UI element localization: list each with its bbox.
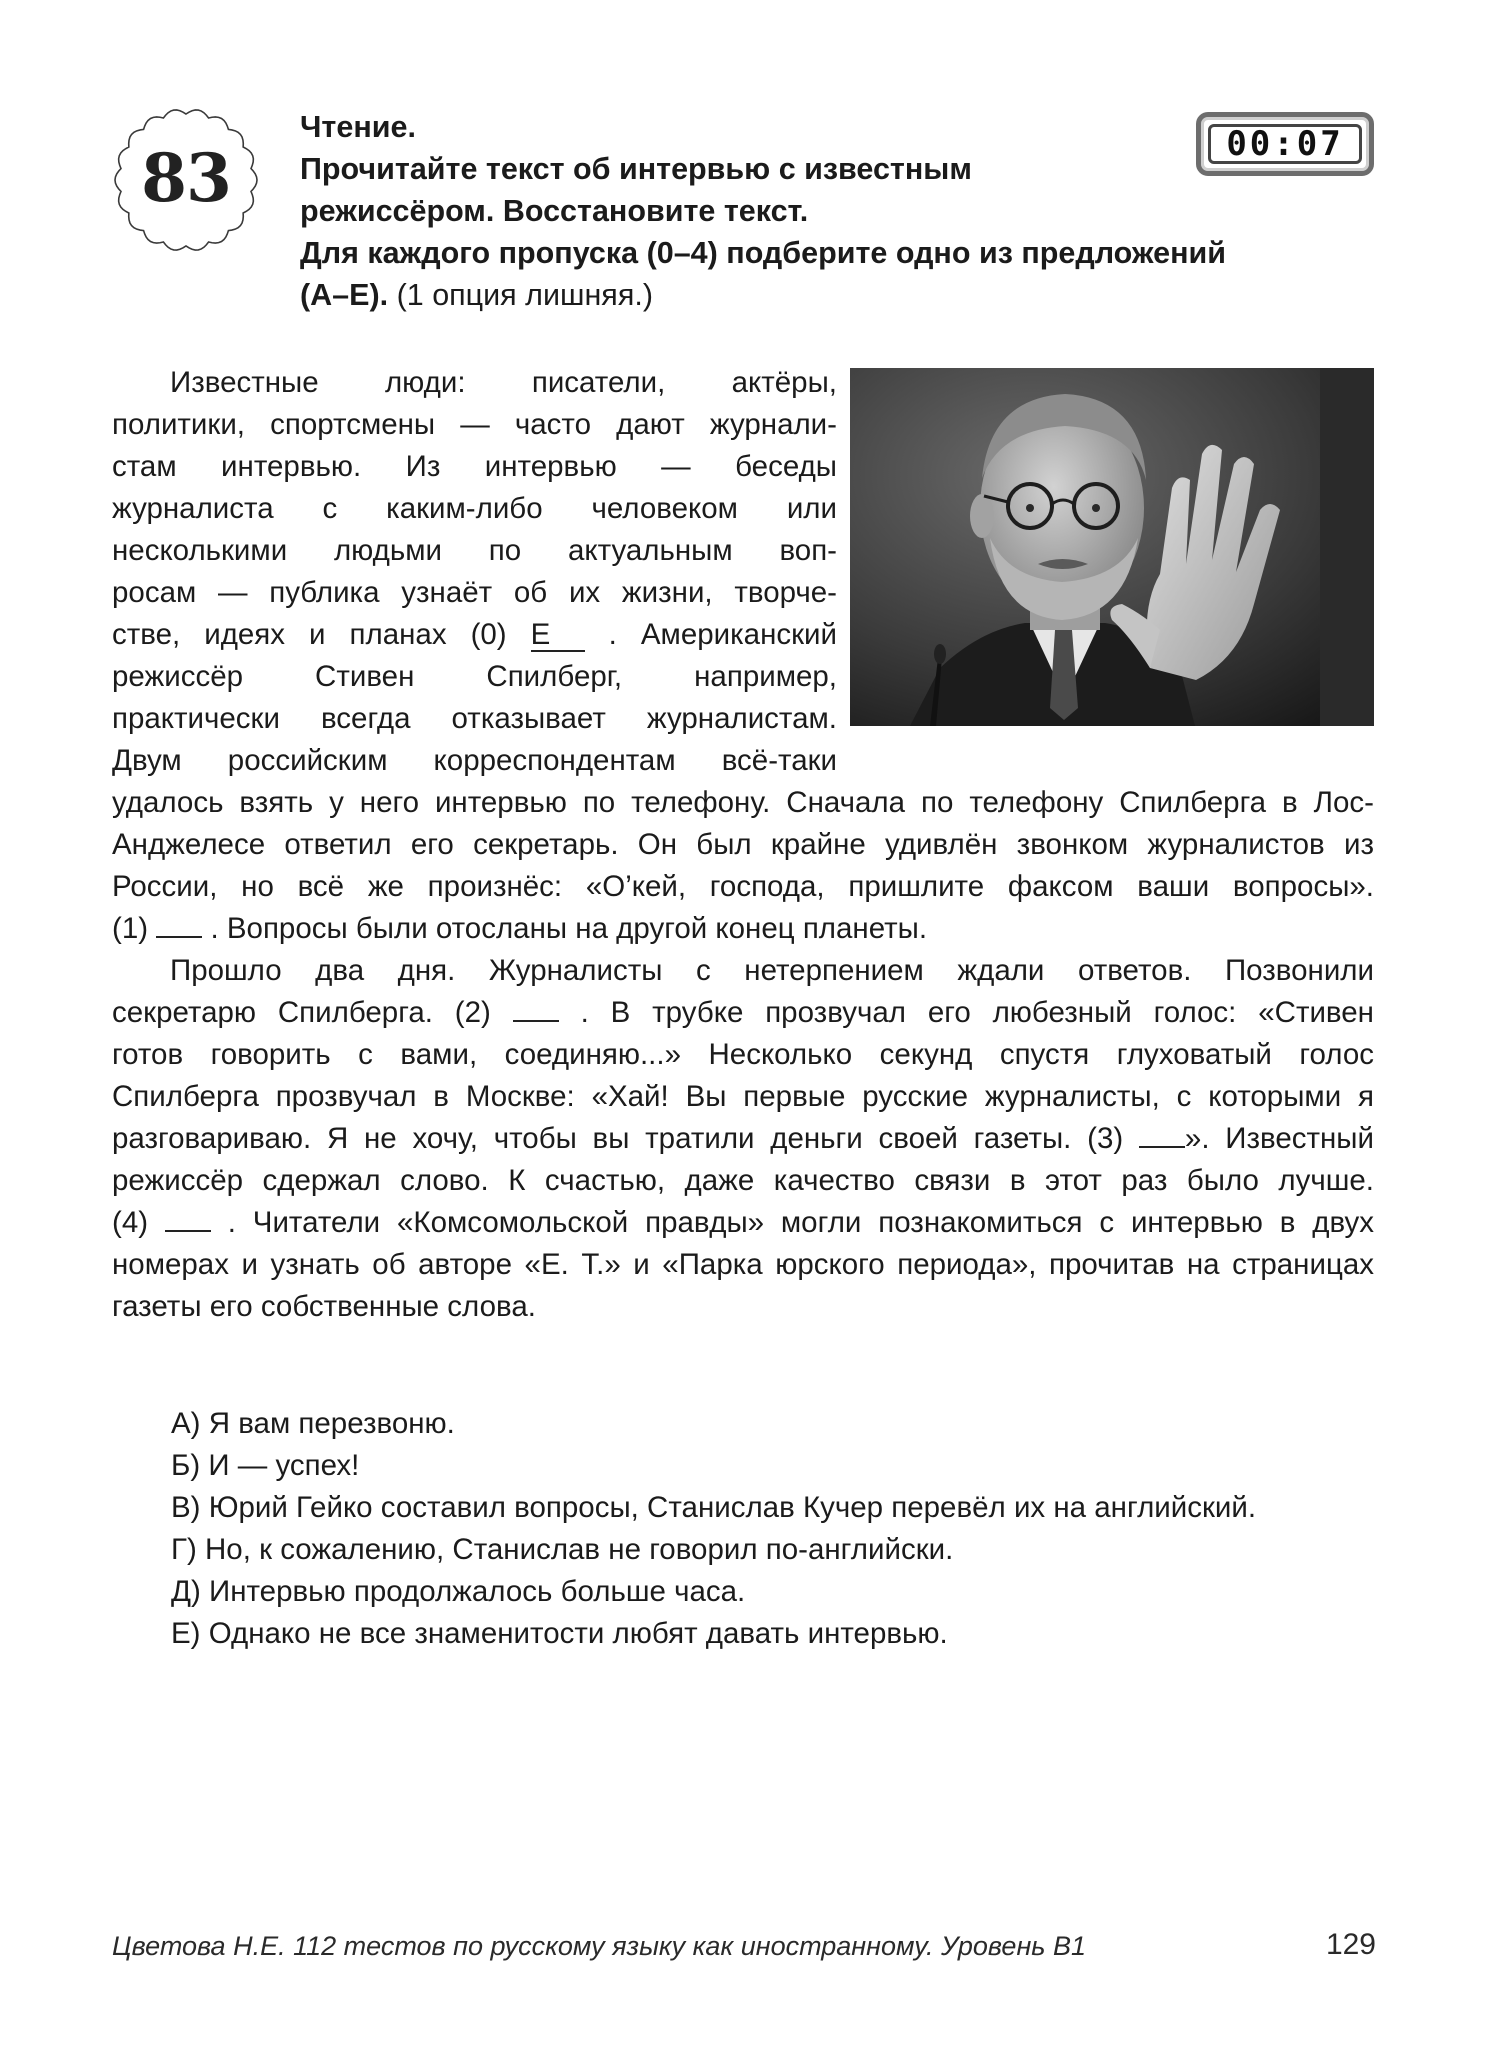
text-line: практически всегда отказывает журналистам.	[112, 702, 837, 735]
text-line: газеты его собственные слова.	[112, 1290, 536, 1323]
instruction-line: Для каждого пропуска (0–4) подберите одно из предложений	[300, 236, 1227, 270]
answer-options	[171, 1403, 1256, 1655]
text-fragment: . Читатели «Комсомольской правды» могли познакомиться с интервью в двух	[227, 1206, 1374, 1239]
text-line: России, но всё же произнёс: «О’кей, господа, пришлите факсом ваши вопросы».	[112, 870, 1374, 903]
text-line: Известные люди: писатели, актёры,	[170, 366, 837, 399]
option-g: Г) Но, к сожалению, Станислав не говорил по-английски.	[171, 1533, 954, 1566]
text-line: Анджелесе ответил его секретарь. Он был крайне удивлён звонком журналистов из	[112, 828, 1374, 861]
instruction-note: (1 опция лишняя.)	[388, 278, 653, 312]
timer-value: 00:07	[1208, 124, 1362, 164]
text-line: Двум российским корреспондентам всё-таки	[112, 744, 837, 777]
text-line: Прошло два дня. Журналисты с нетерпением ждали ответов. Позвонили	[170, 954, 1374, 987]
task-instructions	[300, 106, 1360, 316]
text-line	[112, 1202, 1374, 1244]
task-title: Чтение.	[300, 110, 416, 144]
footer-reference: Цветова Н.Е. 112 тестов по русскому языку как иностранному. Уровень В1	[112, 1931, 1087, 1961]
text-line	[112, 1118, 1374, 1160]
option-a: А) Я вам перезвоню.	[171, 1407, 455, 1440]
text-fragment: (1)	[112, 912, 149, 945]
text-fragment: стве, идеях и планах (0)	[112, 618, 507, 651]
text-fragment: . Американский	[608, 618, 837, 651]
text-line: удалось взять у него интервью по телефону. Сначала по телефону Спилберга в Лос-	[112, 786, 1374, 819]
instruction-line: режиссёром. Восстановите текст.	[300, 194, 809, 228]
director-photo-illustration	[850, 368, 1374, 726]
text-fragment: секретарю Спилберга. (2)	[112, 996, 491, 1029]
text-fragment: . Вопросы были отосланы на другой конец планеты.	[210, 912, 928, 945]
instruction-line-last	[300, 274, 1360, 316]
option-v: В) Юрий Гейко составил вопросы, Станислав Кучер перевёл их на английский.	[171, 1491, 1257, 1524]
gap-2-blank	[513, 1020, 559, 1022]
gap-1-blank	[156, 936, 202, 938]
text-line: режиссёр сдержал слово. К счастью, даже качество связи в этот раз было лучше.	[112, 1164, 1374, 1197]
task-number: 83	[141, 139, 231, 217]
option-d: Д) Интервью продолжалось больше часа.	[171, 1575, 746, 1608]
text-fragment: ». Известный	[1184, 1122, 1374, 1155]
text-line: номерах и узнать об авторе «Е. Т.» и «Парка юрского периода», прочитав на страницах	[112, 1248, 1374, 1281]
text-fragment: . В трубке прозвучал его любезный голос: «Стивен	[580, 996, 1374, 1029]
text-line: журналиста с каким-либо человеком или	[112, 492, 837, 525]
director-photo	[850, 368, 1374, 726]
page-number: 129	[1325, 1928, 1376, 1961]
gap-0-answer: Е	[531, 620, 585, 652]
instruction-bold-end: (А–Е).	[300, 278, 389, 312]
text-line	[112, 614, 837, 656]
text-line: несколькими людьми по актуальным воп-	[112, 534, 837, 567]
text-line: Спилберга прозвучал в Москве: «Хай! Вы первые русские журналисты, с которыми я	[112, 1080, 1374, 1113]
text-line	[112, 908, 1374, 950]
option-b: Б) И — успех!	[171, 1449, 360, 1482]
text-line: стам интервью. Из интервью — беседы	[112, 450, 837, 483]
text-fragment: (4)	[112, 1206, 149, 1239]
text-line: режиссёр Стивен Спилберг, например,	[112, 660, 837, 693]
gap-4-blank	[165, 1230, 211, 1232]
text-fragment: разговариваю. Я не хочу, чтобы вы тратили деньги своей газеты. (3)	[112, 1122, 1124, 1155]
text-line: готов говорить с вами, соединяю...» Несколько секунд спустя глуховатый голос	[112, 1038, 1374, 1071]
gap-3-blank	[1139, 1146, 1185, 1148]
instruction-line: Прочитайте текст об интервью с известным	[300, 152, 972, 186]
task-number-badge	[112, 106, 260, 254]
option-e: Е) Однако не все знаменитости любят давать интервью.	[171, 1617, 948, 1650]
text-line: росам — публика узнаёт об их жизни, творче-	[112, 576, 837, 609]
text-line: политики, спортсмены — часто дают журнали-	[112, 408, 837, 441]
text-line	[112, 992, 1374, 1034]
